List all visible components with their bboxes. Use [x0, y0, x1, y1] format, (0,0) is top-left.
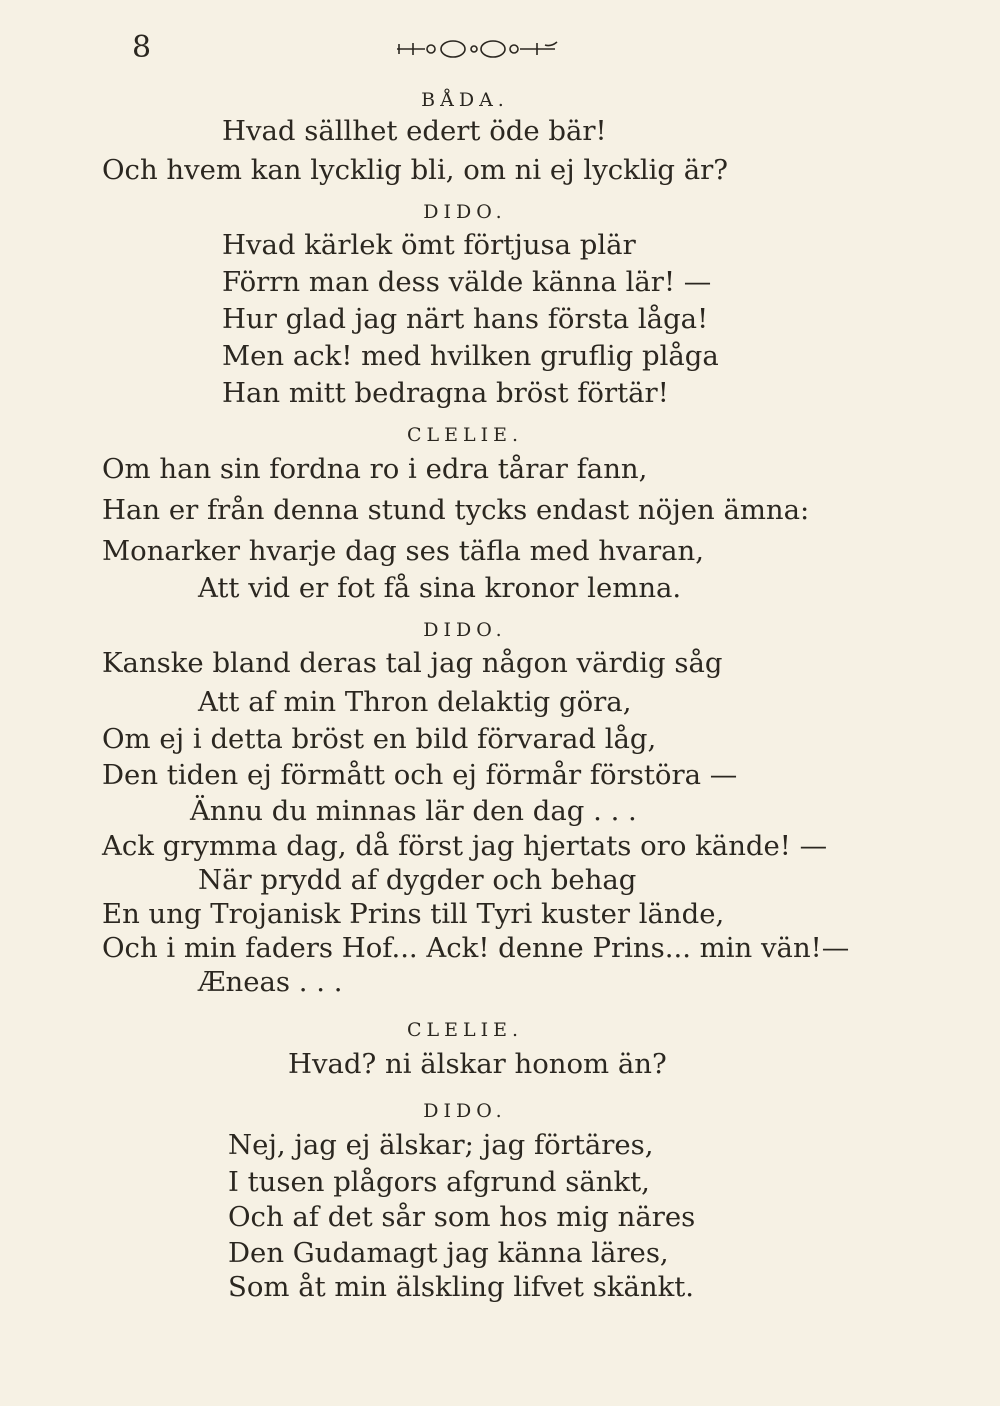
verse-line: I tusen plågors afgrund sänkt,: [228, 1166, 650, 1198]
verse-line: Att vid er fot få sina kronor lemna.: [198, 572, 682, 604]
verse-line: Hur glad jag närt hans första låga!: [222, 303, 709, 335]
verse-line: Han mitt bedragna bröst förtär!: [222, 377, 669, 409]
verse-line: Men ack! med hvilken gruflig plåga: [222, 340, 719, 372]
verse-line: Hvad sällhet edert öde bär!: [222, 115, 607, 147]
speaker-heading: BÅDA.: [421, 89, 509, 111]
verse-line: Ack grymma dag, då först jag hjertats oro kände! —: [102, 830, 828, 862]
verse-line: Æneas . . .: [198, 966, 343, 998]
verse-line: Hvad kärlek ömt förtjusa plär: [222, 229, 636, 261]
verse-line: Den Gudamagt jag känna läres,: [228, 1237, 669, 1269]
verse-line: Ännu du minnas lär den dag . . .: [190, 795, 637, 827]
verse-line: Att af min Thron delaktig göra,: [198, 686, 632, 718]
speaker-heading: DIDO.: [423, 1100, 507, 1122]
verse-line: En ung Trojanisk Prins till Tyri kuster lände,: [102, 898, 725, 930]
verse-line: Monarker hvarje dag ses täfla med hvaran,: [102, 535, 704, 567]
verse-line: Om han sin fordna ro i edra tårar fann,: [102, 453, 648, 485]
ornament-rule-icon: [395, 38, 561, 60]
verse-line: Hvad? ni älskar honom än?: [288, 1048, 667, 1080]
verse-line: Han er från denna stund tycks endast nöjen ämna:: [102, 494, 810, 526]
verse-line: Och hvem kan lycklig bli, om ni ej lycklig är?: [102, 154, 729, 186]
verse-line: Förrn man dess välde känna lär! —: [222, 266, 712, 298]
verse-line: Som åt min älskling lifvet skänkt.: [228, 1271, 695, 1303]
speaker-heading: CLELIE.: [406, 1019, 524, 1041]
speaker-heading: CLELIE.: [406, 424, 524, 446]
verse-line: Och i min faders Hof... Ack! denne Prins... min vän!—: [102, 932, 850, 964]
verse-line: När prydd af dygder och behag: [198, 864, 637, 896]
verse-line: Och af det sår som hos mig näres: [228, 1201, 696, 1233]
speaker-heading: DIDO.: [423, 619, 507, 641]
speaker-heading: DIDO.: [423, 201, 507, 223]
verse-line: Nej, jag ej älskar; jag förtäres,: [228, 1129, 654, 1161]
verse-line: Den tiden ej förmått och ej förmår förstöra —: [102, 759, 738, 791]
verse-line: Kanske bland deras tal jag någon värdig såg: [102, 647, 723, 679]
page-number: 8: [132, 30, 152, 65]
verse-line: Om ej i detta bröst en bild förvarad låg,: [102, 723, 657, 755]
